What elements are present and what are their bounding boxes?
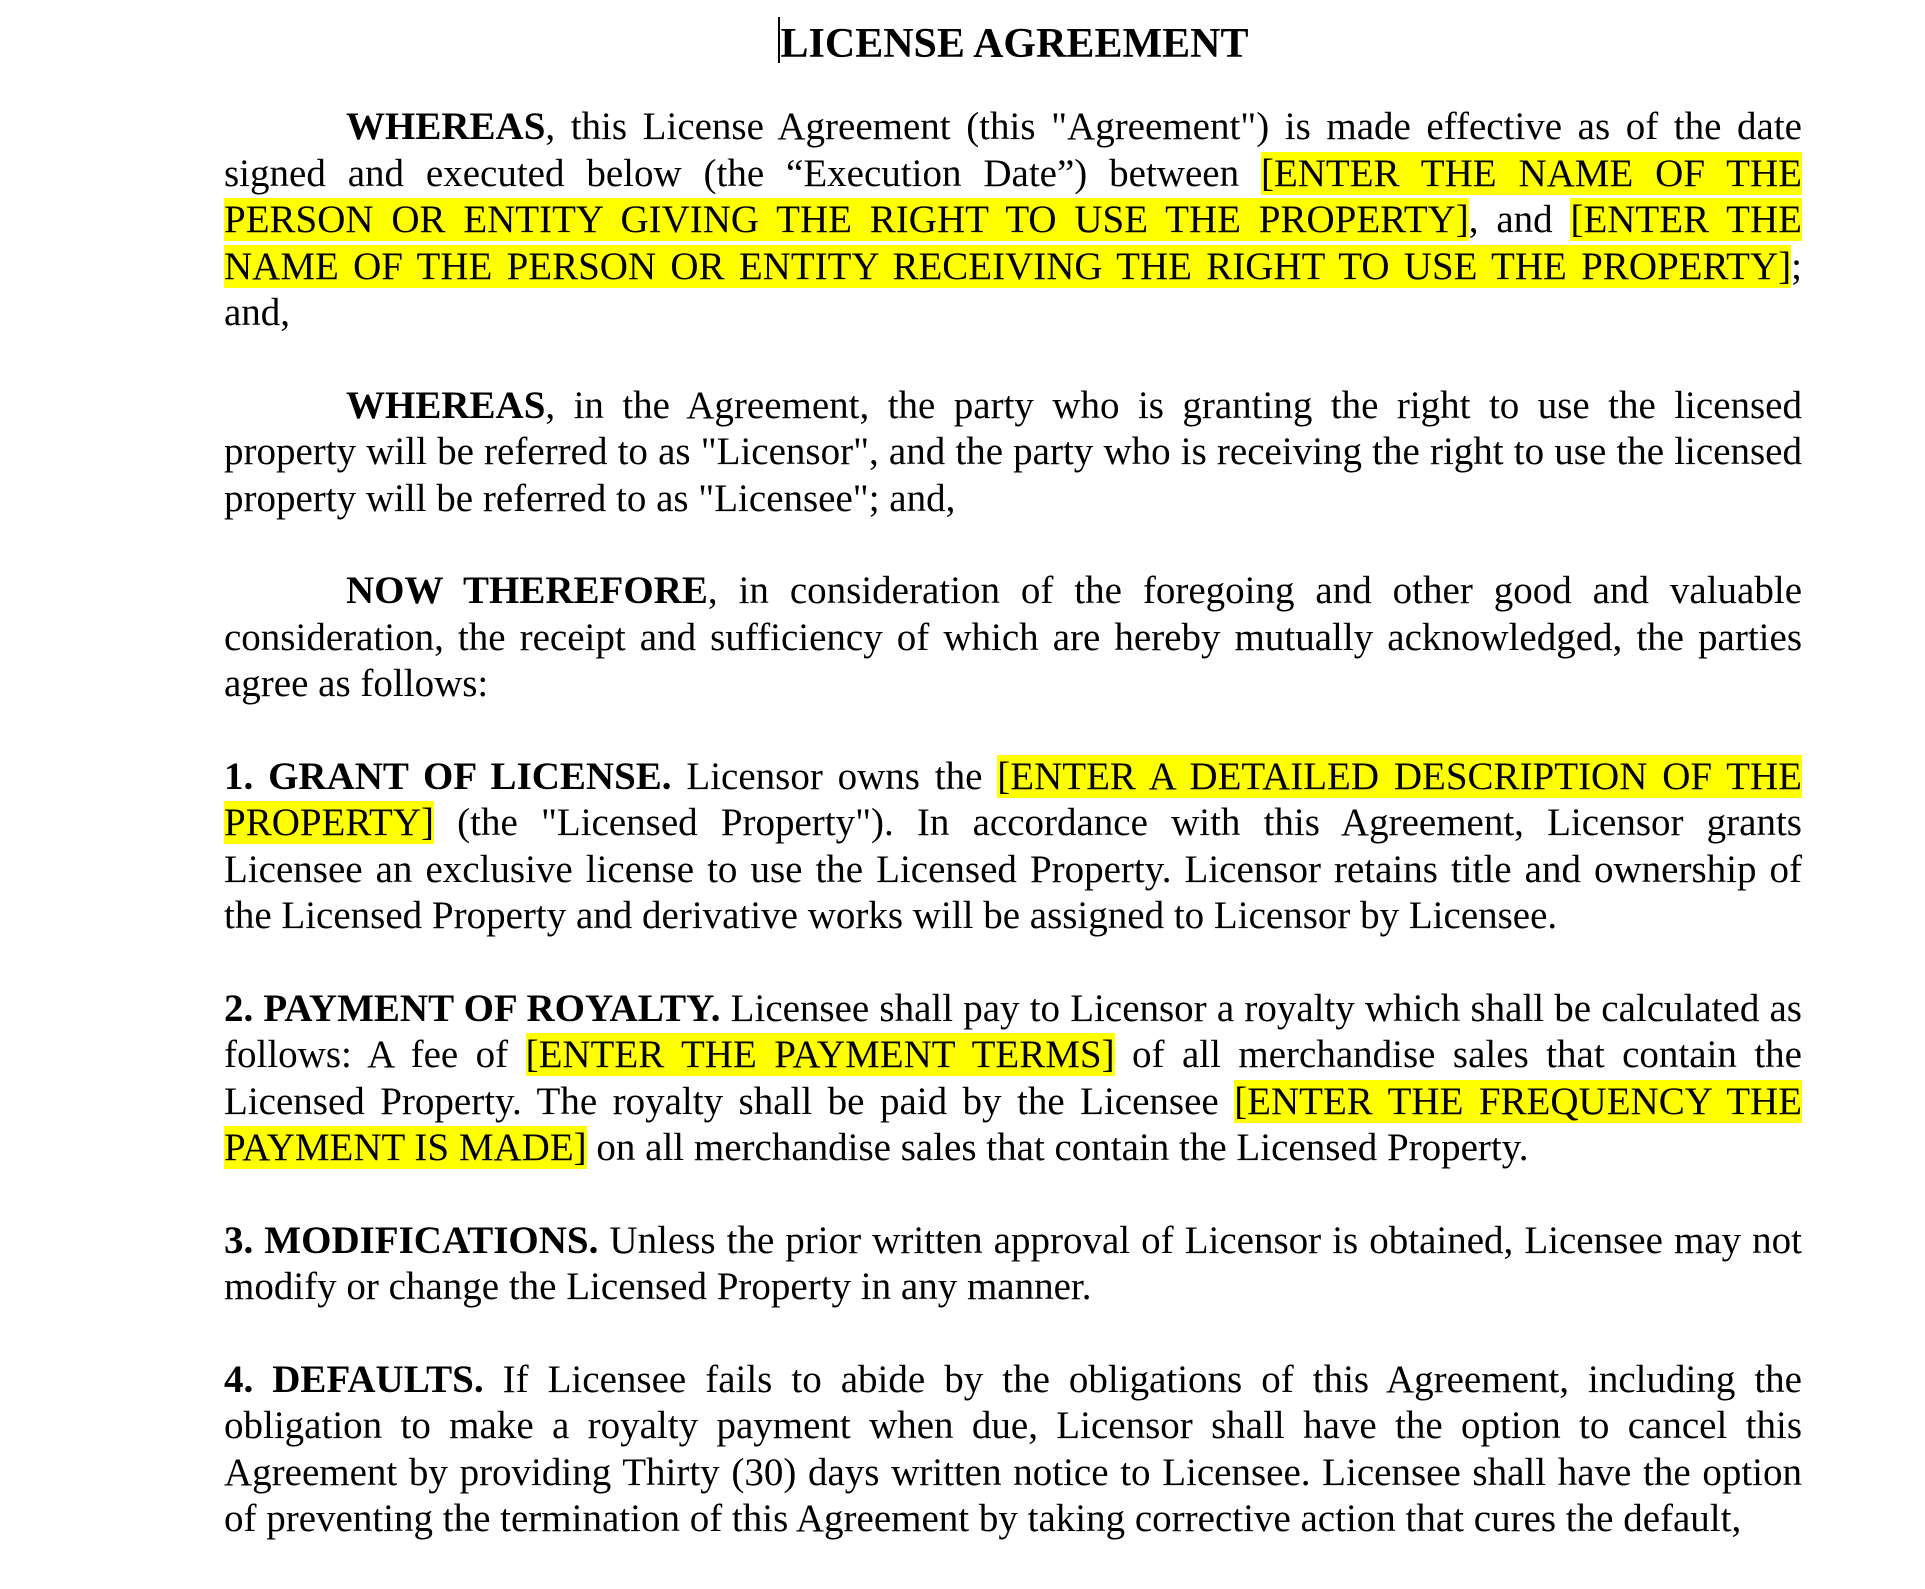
whereas-paragraph-parties — [224, 104, 1802, 337]
now-therefore-paragraph — [224, 568, 1802, 708]
paragraph-text: , in the Agreement, the party who is granting the right to use the licensed property will be referred to as "Licensor", and the party who is receiving the right to use the licensed property will be referred to as "Licensee"; and, — [224, 383, 1802, 520]
document-page — [224, 14, 1802, 1589]
text-cursor — [778, 17, 780, 63]
section-grant-of-license — [224, 754, 1802, 940]
paragraph-lead: NOW THEREFORE — [346, 569, 708, 612]
placeholder-licensor-name: [ENTER THE NAME OF THE PERSON OR ENTITY GIVING THE RIGHT TO USE THE PROPERTY] — [224, 151, 1802, 241]
section-payment-of-royalty — [224, 986, 1802, 1172]
document-title-text: LICENSE AGREEMENT — [780, 21, 1249, 67]
section-defaults — [224, 1357, 1802, 1543]
paragraph-text: , this License Agreement (this "Agreement") is made effective as of the date signed and executed below (the “Execution Date”) between — [224, 105, 1802, 195]
document-title — [224, 14, 1802, 74]
section-text: If Licensee fails to abide by the obligations of this Agreement, including the obligation to make a royalty payment when due, Licensor shall have the option to cancel this Agreement by providing Thirty (30) days written notice to Licensee. Licensee shall have the option of preventing the termination of this Agreement by taking corrective action that cures the default, — [224, 1357, 1802, 1540]
section-heading: 1. GRANT OF LICENSE. — [224, 754, 672, 798]
placeholder-licensee-name: [ENTER THE NAME OF THE PERSON OR ENTITY RECEIVING THE RIGHT TO USE THE PROPERTY] — [224, 198, 1802, 288]
section-heading: 3. MODIFICATIONS. — [224, 1218, 599, 1262]
placeholder-property-description: [ENTER A DETAILED DESCRIPTION OF THE PROPERTY] — [224, 754, 1802, 844]
section-text: Licensor owns the — [671, 754, 998, 798]
placeholder-payment-terms: [ENTER THE PAYMENT TERMS] — [525, 1033, 1115, 1076]
paragraph-text: , and — [1468, 198, 1571, 241]
paragraph-lead: WHEREAS — [346, 383, 546, 427]
paragraph-text: ; and, — [224, 244, 1802, 334]
section-text: Licensee shall pay to Licensor a royalty which shall be calculated as follows: A fee of — [224, 986, 1802, 1076]
section-heading: 2. PAYMENT OF ROYALTY. — [224, 986, 721, 1030]
section-text: on all merchandise sales that contain the Licensed Property. — [586, 1126, 1529, 1169]
paragraph-text: , in consideration of the foregoing and other good and valuable consideration, the receipt and sufficiency of which are hereby mutually acknowledged, the parties agree as follows: — [224, 569, 1803, 705]
section-text: (the "Licensed Property"). In accordance with this Agreement, Licensor grants Licensee an exclusive license to use the Licensed Property. Licensor retains title and ownership of the Licensed Property and derivative works will be assigned to Licensor by Licensee. — [224, 801, 1802, 937]
paragraph-lead: WHEREAS — [346, 105, 546, 148]
section-text: Unless the prior written approval of Licensor is obtained, Licensee may not modify or change the Licensed Property in any manner. — [224, 1218, 1802, 1308]
section-modifications — [224, 1218, 1802, 1311]
section-heading: 4. DEFAULTS. — [224, 1357, 484, 1401]
section-text: of all merchandise sales that contain the Licensed Property. The royalty shall be paid by the Licensee — [224, 1033, 1802, 1123]
placeholder-payment-frequency: [ENTER THE FREQUENCY THE PAYMENT IS MADE] — [224, 1079, 1802, 1169]
whereas-paragraph-definitions — [224, 383, 1802, 523]
